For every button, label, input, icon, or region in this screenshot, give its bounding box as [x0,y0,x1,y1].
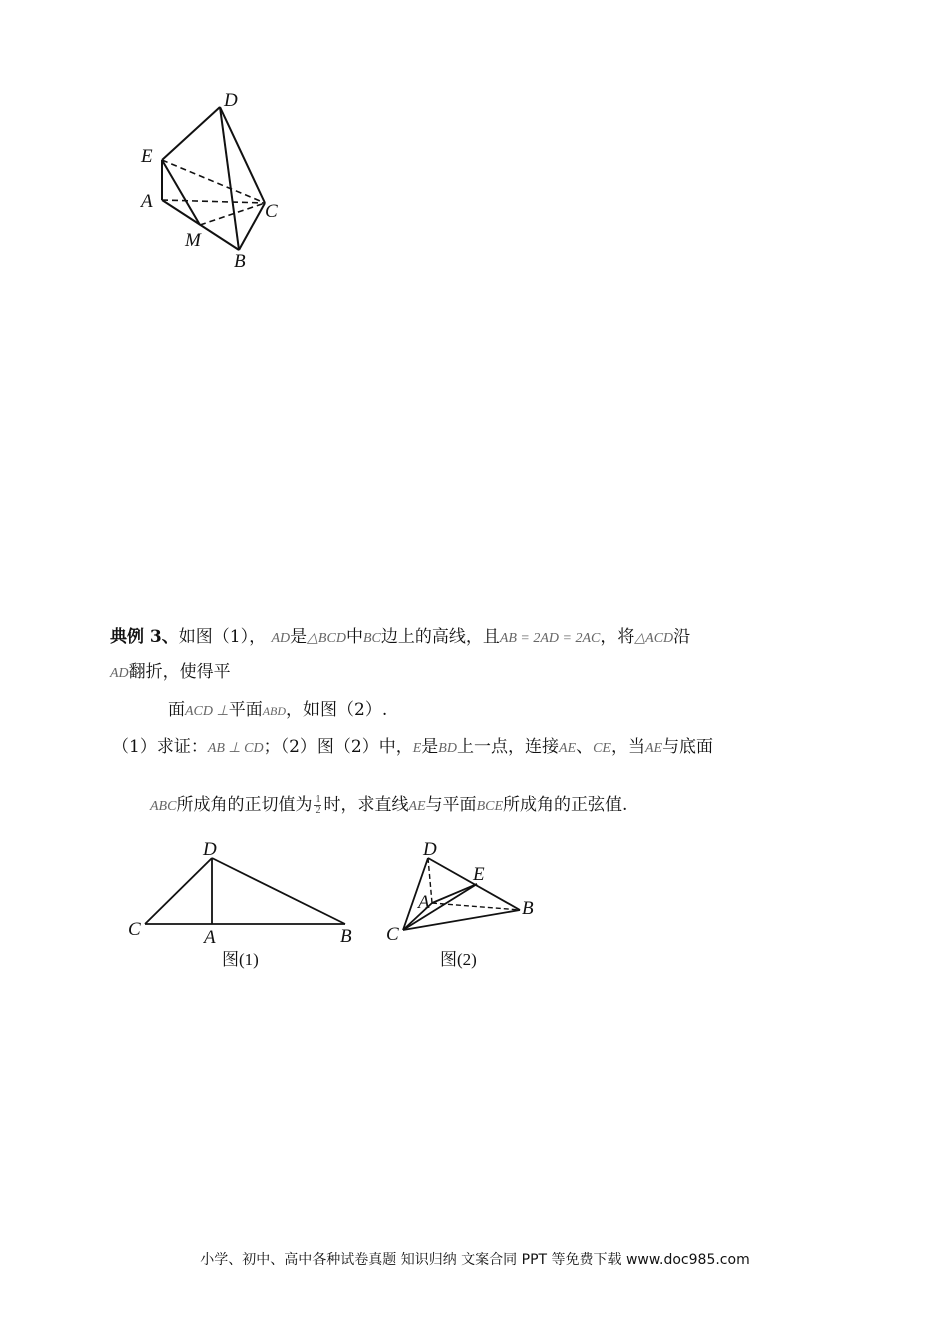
label-A: A [141,191,153,212]
edge-DB [212,858,345,924]
label-A: A [418,892,430,913]
math-E: E [412,741,422,756]
label-D: D [203,839,217,860]
text: 翻折，使得平 [128,662,231,682]
label-D: D [423,839,437,860]
caption-figure-1: 图(1) [222,950,259,969]
text: 、 [576,737,594,757]
fraction-denominator: 2 [315,805,321,816]
math-CE: CE [593,741,611,756]
problem-line-1 [110,625,690,651]
math-equation: AB = 2AD = 2AC [499,631,601,646]
text: ，当 [610,737,645,757]
edge-EM [162,160,200,225]
text: ，如图（2）. [286,700,388,720]
math-triangle-BCD: △BCD [307,631,346,646]
label-B: B [340,926,352,947]
math-AE: AE [408,799,426,814]
label-C: C [265,201,278,222]
label-E: E [141,146,153,167]
problem-line-4 [112,735,713,761]
text: ，将 [600,627,635,647]
problem-line-2 [110,660,231,686]
text: ；（2）图（2）中， [263,737,413,757]
label-M: M [185,230,201,251]
edge-ED [162,107,220,160]
label-B: B [522,898,534,919]
math-AB-perp-CD: AB ⊥ CD [207,741,264,756]
caption-figure-2: 图(2) [440,950,477,969]
math-AE: AE [644,741,663,756]
math-AE: AE [558,741,577,756]
text: 面 [168,700,185,720]
text: 上一点，连接 [456,737,559,757]
math-BC: BC [362,631,381,646]
text: 如图（1）， [178,627,267,647]
text: 是 [290,627,308,647]
pyramid-figure [130,85,290,275]
figure-2 [380,838,550,978]
text: 所成角的正弦值. [503,795,628,815]
math-ABD: ABD [262,704,287,718]
text: 沿 [673,627,691,647]
fraction-numerator: 1 [315,794,321,805]
dashed-EC [162,160,265,203]
label-C: C [386,924,399,945]
label-E: E [473,864,485,885]
math-ABC: ABC [150,799,177,814]
edge-AE [432,884,477,903]
figure-1 [120,838,370,978]
label-D: D [224,90,238,111]
text: 与平面 [425,795,477,815]
text: 是 [421,737,439,757]
problem-line-3 [168,698,387,724]
math-BD: BD [438,741,457,756]
fraction-one-half [314,795,321,816]
math-ACD-perp: ACD ⊥ [185,704,229,719]
text: 所成角的正切值为 [176,795,313,815]
example-problem [110,625,870,825]
math-AD: AD [110,666,129,681]
math-triangle-ACD: △ACD [634,631,674,646]
math-BCE: BCE [476,799,504,814]
dashed-AC [162,200,265,203]
label-B: B [234,251,246,272]
text: 与底面 [662,737,714,757]
edge-CD [145,858,212,924]
text: 中 [345,627,363,647]
label-C: C [128,919,141,940]
math-AD: AD [271,631,291,646]
text: （1）求证： [112,737,208,757]
page-footer: 小学、初中、高中各种试卷真题 知识归纳 文案合同 PPT 等免费下载 www.doc985.com [200,1252,750,1268]
text: 平面 [228,700,263,720]
problem-line-5 [150,793,627,819]
example-title: 典例 3、 [110,627,179,647]
text: 边上的高线，且 [380,627,500,647]
text: 时，求直线 [323,795,409,815]
label-A: A [204,927,216,948]
